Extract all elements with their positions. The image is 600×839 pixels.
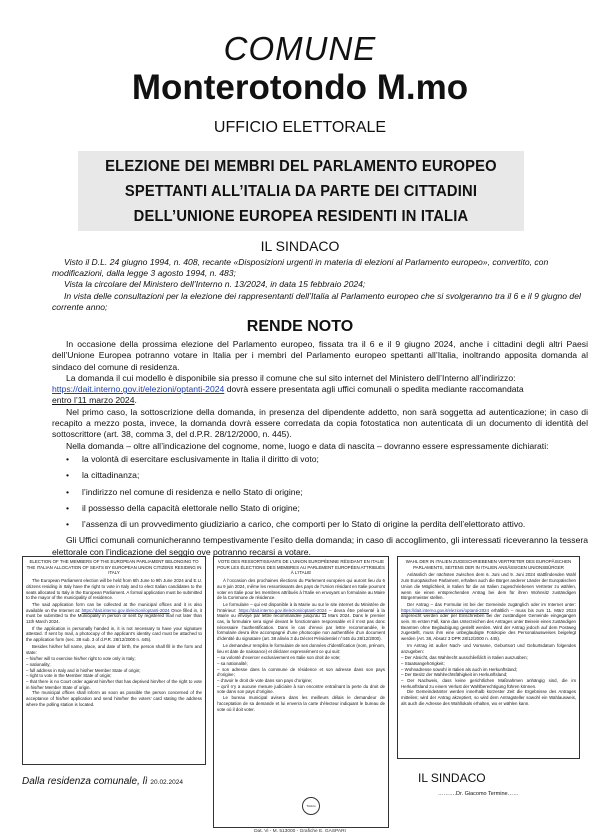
preamble-line: Vista la circolare del Ministero dell’Interno n. 13/2024, in data 15 febbraio 2024; bbox=[64, 279, 366, 290]
list-item: – right to vote in the Member State of origin; bbox=[26, 673, 112, 679]
preamble bbox=[52, 257, 588, 313]
french-title: VOTE DES RESSORTISSANTS DE L’UNION EUROPÉENNE RÉSIDANT EN ITALIE POUR LES ÉLECTIONS DES MEMBRES AU PARLEMENT EUROPÉEN ATTRIBUÉS À L’ITALIE bbox=[217, 559, 385, 576]
ministry-link-en[interactable]: https://dait.interno.gov.it/elezioni/optanti-2024 bbox=[81, 607, 170, 613]
body-paragraph: La domanda il cui modello è disponibile sia presso il comune che sul sito internet del Ministero dell’Interno all’indirizzo: https://dait.interno.gov.it/elezioni/optanti-2024 dovrà essere presentata agli uffici comunali o spedita mediante raccomandata entro l’11 marzo 2024. bbox=[52, 372, 524, 406]
list-item: • l’assenza di un provvedimento giudiziario a carico, che comporti per lo Stato di origine la perdita dell’elettorato attivo. bbox=[66, 519, 526, 530]
comune-heading: COMUNE bbox=[223, 30, 377, 67]
body-paragraph: Nella domanda – oltre all’indicazione del cognome, nome, luogo e data di nascita – dovranno essere espressamente dichiarati: bbox=[66, 440, 549, 451]
stamp-icon: Timbro bbox=[302, 797, 320, 815]
ministry-link[interactable]: https://dait.interno.gov.it/elezioni/optanti-2024 bbox=[52, 384, 225, 395]
body-paragraph: Nel primo caso, la sottoscrizione della domanda, in presenza del dipendente addetto, non sarà soggetta ad autenticazione; in caso di recapito a mezzo posta, invece, la domanda dovrà essere corredata da copia fotostatica non autenticata di un documento di identità del sottoscrittore (art. 38, comma 3, del d.P.R. 28/12/2000, n. 445). bbox=[52, 406, 588, 440]
sindaco-signature: ……….Dr. Giacomo Termine…… bbox=[438, 791, 519, 797]
list-item: – d’avoir le droit de vote dans son pays d’origine; bbox=[217, 678, 313, 684]
german-title: WAHL DER IN ITALIEN ZUGESCHRIEBENEN VERTRETER DES EUROPÄISCHEN PARLAMENTS, SEITENS DER IN ITALIEN ANSÄSSIGEN UNIONSBÜRGER bbox=[405, 559, 572, 570]
printer-credit: Dat. Vi - M. 513000 - Grafiche E. GASPARI bbox=[254, 829, 346, 834]
german-notice: WAHL DER IN ITALIEN ZUGESCHRIEBENEN VERTRETER DES EUROPÄISCHEN PARLAMENTS, SEITENS DER IN ITALIEN ANSÄSSIGEN UNIONSBÜRGER Anlässlich der nächsten zwischen dem 6. Juni und 9. Juni 2024 stattfindenden Wahl zum Europäischen Parlament, erhalten auch die Bürger anderer Länder der Europäischen Union die Möglichkeit, in Italien für die an Italien zugeschriebenen Vertreter zu wählen, wenn sie einen entsprechenden Antrag bei dem für ihren Wohnsitz zuständigen Bürgermeister stellen. Der Antrag – das Formular ist bei der Gemeinde zugänglich oder im Internet unter: https://dait.interno.gov.it/elezioni/optanti-2024 erhältlich – muss bis zum 11. März 2024 angereicht werden oder per Einschreiben bei der zuständigen Gemeinde eingegangen sein. Im ersten Fall, kann das Unterzeichen des Antrages unter Beisein eines zuständigen Beamten ohne Beglaubigung gestellt werden. Wird der Antrag jedoch auf dem Postweg zugestellt, muss ihm eine unbeglaubigte Fotokopie des Personalausweises beigelegt werden (Art. 38, Absatz 3 DPR 28/12/2000 n. 445). Im Antrag ist außer Nach- und Vorname, Geburtsort und Geburtsdatum folgendes anzugeben: – Der Absicht, das Wahlrecht ausschließlich in Italien auszuüben; – Staatsangehörigkeit; – Wohnadresse sowohl in Italien als auch im Herkunftsland; – Der Besitz der Wahlrechtsfähigkeit im Herkunftsland; – Der Nachweis, dass keine gerichtlichen Maßnahmen anhängig sind, die im Herkunftsland zu einem Verlust der Wahlberechtigung führen können. Die Gemeindeämter werden innerhalb kürzester Zeit die Ergebnisse des Antrages mitteilen; wird der Antrag akzeptiert, so wird dem Antragsteller sowohl ein Wahlausweis, als auch die Adresse des Wahllokals erhalten, wo er wählen kann. bbox=[397, 556, 580, 759]
list-item: • l’indirizzo nel comune di residenza e nello Stato di origine; bbox=[66, 486, 303, 497]
body-paragraph: In occasione della prossima elezione del Parlamento europeo, fissata tra il 6 e il 9 giugno 2024, anche i cittadini degli altri Paesi dell’Unione Europea potranno votare in Italia per i membri del Parlamento europeo spettanti all’Italia, inoltrando apposita domanda al sindaco del comune di residenza. bbox=[52, 339, 588, 372]
bullet-icon: • bbox=[66, 470, 70, 481]
bullet-icon: • bbox=[66, 486, 70, 497]
deadline: entro l’11 marzo 2024 bbox=[52, 395, 135, 406]
english-notice: ELECTION OF THE MEMBERS OF THE EUROPEAN PARLIAMENT BELONGING TO THE ITALIAN ALLOCATION OF SEATS BY EUROPEAN UNION CITIZENS RESIDING IN ITALY The European Parliament election will be held from 6th June to 9th June 2024 and E.U. citizens residing in Italy have the right to vote in Italy and to elect Italian candidates to the seats allocated to Italy in the European Parliament. A formal application must be submitted to the mayor of the municipality of residence. The said application form can be collected at the municipal offices and it is also available on the Internet at: https://dait.interno.gov.it/elezioni/optanti-2024 Once filled in, it must be submitted to the Municipality in person or sent by registered mail not later than 11th March 2024. If the application is personally handed in, it is not necessary to have your signature attested. If sent by mail, a photocopy of the applicant’s identity card must be attached to the application form (sec. 38 sub. 3 of d.P.R. 28/12/2000 n. 445). Besides his/her full name, place, and date of birth, the person shall fill in the form and state: – his/her will to exercise his/her right to vote only in Italy; – nationality; – full address in Italy and in his/her Member State of origin; – right to vote in the Member State of origin; – that there is no Court order against him/her that has deprived him/her of the right to vote in his/her Member State of origin. The municipal offices shall inform as soon as possible the person concerned of the acceptance of his/her application and send him/her the voters’ card stating the address where the polling station is located. bbox=[22, 556, 206, 765]
title-line-2: SPETTANTI ALL’ITALIA DA PARTE DEI CITTADINI bbox=[124, 182, 478, 200]
list-item: – qu’il n’y a aucune mesure judiciaire à son encontre entraînant la perte du droit de vote dans son pays d’origine. bbox=[217, 683, 385, 695]
preamble-line: In vista delle consultazioni per la elezione dei rappresentanti dell’Italia al Parlamento europeo che si svolgeranno tra il 6 e il 9 giugno del corrente anno; bbox=[52, 290, 581, 312]
office-name: UFFICIO ELETTORALE bbox=[213, 119, 387, 136]
bullet-icon: • bbox=[66, 519, 70, 530]
city-name: Monterotondo M.mo bbox=[131, 68, 469, 107]
list-item: – that there is no Court order against him/her that has deprived him/her of the right to vote in his/her Member State of origin. bbox=[26, 679, 202, 690]
list-item: – sa nationalité; bbox=[217, 660, 248, 666]
title-line-1: ELEZIONE DEI MEMBRI DEL PARLAMENTO EUROPEO bbox=[105, 157, 497, 175]
bullet-icon: • bbox=[66, 453, 70, 464]
list-item: – full address in Italy and in his/her Member State of origin; bbox=[26, 667, 141, 673]
list-item: • la cittadinanza; bbox=[66, 470, 140, 481]
list-item: – son adresse dans la commune de résidence et son adresse dans son pays d’origine; bbox=[217, 666, 385, 678]
title-line-3: DELL’UNIONE EUROPEA RESIDENTI IN ITALIA bbox=[133, 207, 469, 225]
list-item: – Wohnadresse sowohl in Italien als auch im Herkunftsland; bbox=[401, 666, 518, 672]
list-item: – nationality; bbox=[26, 661, 51, 667]
ministry-link-fr[interactable]: https://dait.interno.gov.it/elezioni/optanti-2024 bbox=[238, 607, 327, 613]
sindaco-signature-label: IL SINDACO bbox=[418, 771, 486, 785]
body-paragraph: Gli Uffici comunali comunicheranno tempestivamente l’esito della domanda; in caso di accoglimento, gli interessati riceveranno la tessera elettorale con l’indicazione del seggio ove potranno recarsi a votare. bbox=[52, 535, 588, 557]
list-item: – Der Besitz der Wahlrechtsfähigkeit im Herkunftsland; bbox=[401, 672, 508, 678]
sindaco-heading: IL SINDACO bbox=[260, 238, 340, 254]
list-item: – Der Nachweis, dass keine gerichtlichen Maßnahmen anhängig sind, die im Herkunftsland zu einem Verlust der Wahlberechtigung führen können. bbox=[401, 678, 576, 689]
main-body bbox=[52, 339, 588, 558]
list-item: • il possesso della capacità elettorale nello Stato di origine; bbox=[66, 502, 300, 513]
list-item: – Der Absicht, das Wahlrecht ausschließlich in Italien auszuüben; bbox=[401, 655, 528, 661]
preamble-line: Visto il D.L. 24 giugno 1994, n. 408, recante «Disposizioni urgenti in materia di elezioni al Parlamento europeo», convertito, con modificazioni, dalla legge 3 agosto 1994, n. 483; bbox=[52, 257, 549, 279]
issue-date: 20.02.2024 bbox=[150, 779, 183, 786]
list-item: – Staatsangehörigkeit; bbox=[401, 660, 445, 666]
bullet-icon: • bbox=[66, 502, 70, 513]
declarations-list bbox=[52, 454, 588, 530]
ministry-link-de[interactable]: https://dait.interno.gov.it/elezioni/optanti-2024 bbox=[401, 607, 490, 613]
issue-place-date: Dalla residenza comunale, lì 20.02.2024 bbox=[22, 776, 183, 787]
rende-noto-heading: RENDE NOTO bbox=[246, 318, 354, 335]
list-item: • la volontà di esercitare esclusivamente in Italia il diritto di voto; bbox=[66, 453, 319, 464]
english-title: ELECTION OF THE MEMBERS OF THE EUROPEAN PARLIAMENT BELONGING TO THE ITALIAN ALLOCATION OF SEATS BY EUROPEAN UNION CITIZENS RESIDING IN ITALY bbox=[26, 559, 202, 576]
title-banner bbox=[78, 151, 524, 231]
list-item: – his/her will to exercise his/her right to vote only in Italy; bbox=[26, 656, 136, 662]
list-item: – sa volonté d’exercer exclusivement en Italie son droit de vote; bbox=[217, 655, 341, 661]
french-notice: VOTE DES RESSORTISSANTS DE L’UNION EUROPÉENNE RÉSIDANT EN ITALIE POUR LES ÉLECTIONS DES MEMBRES AU PARLEMENT EUROPÉEN ATTRIBUÉS À L’ITALIE À l’occasion des prochaines élections du Parlement européen qui auront lieu du 6 au 9 juin 2024, même les ressortissants des pays de l’Union résidant en Italie pourront voter en Italie pour les membres attribués à l’Italie en envoyant un formulaire au Maire de la Commune de résidence. Le formulaire – qui est disponible à la Mairie ou sur le site internet du Ministère de l’Intérieur: https://dait.interno.gov.it/elezioni/optanti-2024 – devra être présenté à la Mairie ou envoyé par lettre recommandée jusqu’au 11 Mars 2024. Dans le premier cas, la formulaire sera signé devant le fonctionnaire responsable et il n’est pas donc nécessaire l’authentification. Dans le cas d’envoi par lettre recommandée, le formulaire devra être accompagné d’une photocopie non authentifiée d’un document d’identité du signataire (art. 38 alinéa 3 du Décret Présidentiel n°445 du 28/12/2000). Le demandeur remplira le formulaire de ses données d’identification (nom, prénom, lieu et date de naissance) et déclarer expressément ce qui suit: – sa volonté d’exercer exclusivement en Italie son droit de vote; – sa nationalité; – son adresse dans la commune de résidence et son adresse dans son pays d’origine; – d’avoir le droit de vote dans son pays d’origine; – qu’il n’y a aucune mesure judiciaire à son encontre entraînant la perte du droit de vote dans son pays d’origine. Le bureau municipal avisera dans les meilleurs délais le demandeur de l’acceptation de sa demande et lui enverra la carte d’électeur indiquant le bureau de vote où il doit voter. bbox=[213, 556, 389, 828]
